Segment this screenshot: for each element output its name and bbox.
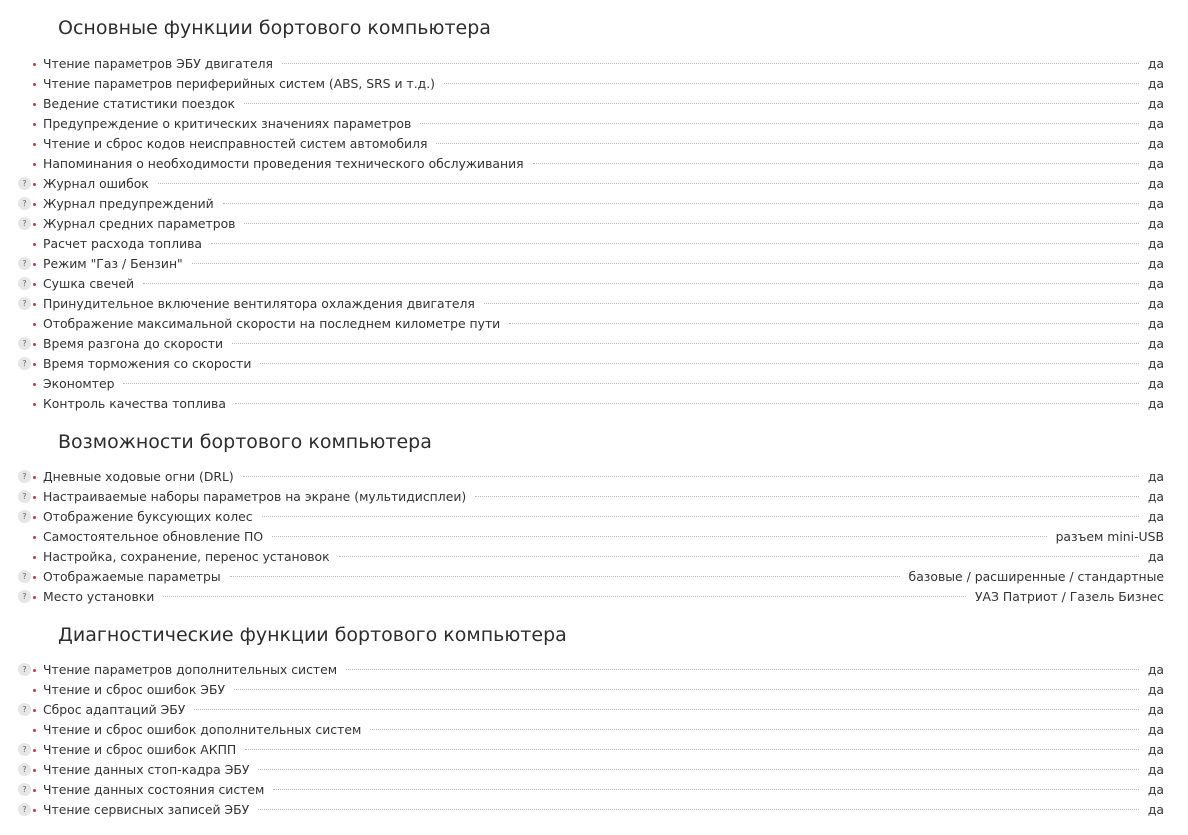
help-question-icon[interactable]: ? bbox=[18, 703, 31, 716]
help-question-icon[interactable]: ? bbox=[18, 590, 31, 603]
feature-row bbox=[0, 374, 1188, 394]
feature-value: да bbox=[1147, 469, 1164, 484]
feature-row-body bbox=[43, 740, 1164, 760]
dotted-leader bbox=[533, 163, 1139, 164]
dotted-leader bbox=[232, 343, 1139, 344]
feature-label: Ведение статистики поездок bbox=[43, 96, 236, 111]
bullet-dot-icon bbox=[33, 596, 36, 599]
feature-value: УАЗ Патриот / Газель Бизнес bbox=[974, 589, 1164, 604]
help-question-icon[interactable]: ? bbox=[18, 510, 31, 523]
dotted-leader bbox=[370, 729, 1139, 730]
help-question-icon[interactable]: ? bbox=[18, 357, 31, 370]
feature-value: да bbox=[1147, 96, 1164, 111]
feature-value: да bbox=[1147, 256, 1164, 271]
dotted-leader bbox=[235, 403, 1139, 404]
feature-label: Настройка, сохранение, перенос установок bbox=[43, 549, 330, 564]
feature-label: Отображаемые параметры bbox=[43, 569, 221, 584]
feature-row bbox=[0, 294, 1188, 314]
diagnostic-functions-list bbox=[0, 660, 1188, 820]
feature-label: Экономтер bbox=[43, 376, 115, 391]
feature-value: да bbox=[1147, 316, 1164, 331]
feature-row-body bbox=[43, 800, 1164, 820]
feature-row-body bbox=[43, 780, 1164, 800]
feature-value: да bbox=[1147, 742, 1164, 757]
feature-row-body bbox=[43, 394, 1164, 414]
dotted-leader bbox=[234, 689, 1139, 690]
feature-label: Время разгона до скорости bbox=[43, 336, 223, 351]
dotted-leader bbox=[509, 323, 1139, 324]
feature-row-body bbox=[43, 74, 1164, 94]
feature-label: Сброс адаптаций ЭБУ bbox=[43, 702, 186, 717]
dotted-leader bbox=[272, 536, 1046, 537]
feature-value: да bbox=[1147, 216, 1164, 231]
feature-value: базовые / расширенные / стандартные bbox=[908, 569, 1164, 584]
feature-row-body bbox=[43, 334, 1164, 354]
bullet-dot-icon bbox=[33, 363, 36, 366]
bullet-dot-icon bbox=[33, 323, 36, 326]
feature-value: да bbox=[1147, 156, 1164, 171]
feature-row-body bbox=[43, 54, 1164, 74]
feature-row-body bbox=[43, 700, 1164, 720]
feature-label: Сушка свечей bbox=[43, 276, 135, 291]
bullet-dot-icon bbox=[33, 83, 36, 86]
feature-row-body bbox=[43, 547, 1164, 567]
feature-label: Принудительное включение вентилятора охлаждения двигателя bbox=[43, 296, 475, 311]
help-question-icon[interactable]: ? bbox=[18, 177, 31, 190]
dotted-leader bbox=[163, 596, 966, 597]
feature-row-body bbox=[43, 720, 1164, 740]
feature-row bbox=[0, 507, 1188, 527]
feature-label: Журнал предупреждений bbox=[43, 196, 214, 211]
feature-value: разъем mini-USB bbox=[1055, 529, 1164, 544]
feature-row bbox=[0, 487, 1188, 507]
feature-label: Чтение и сброс кодов неисправностей систем автомобиля bbox=[43, 136, 428, 151]
feature-row bbox=[0, 760, 1188, 780]
feature-row bbox=[0, 154, 1188, 174]
feature-row-body bbox=[43, 234, 1164, 254]
bullet-dot-icon bbox=[33, 143, 36, 146]
dotted-leader bbox=[273, 789, 1138, 790]
bullet-dot-icon bbox=[33, 103, 36, 106]
feature-value: да bbox=[1147, 396, 1164, 411]
bullet-dot-icon bbox=[33, 536, 36, 539]
feature-row bbox=[0, 334, 1188, 354]
section-title-diagnostic-functions: Диагностические функции бортового компьютера bbox=[58, 624, 567, 646]
feature-row bbox=[0, 467, 1188, 487]
feature-value: да bbox=[1147, 702, 1164, 717]
feature-label: Чтение параметров дополнительных систем bbox=[43, 662, 338, 677]
feature-label: Место установки bbox=[43, 589, 155, 604]
feature-row-body bbox=[43, 114, 1164, 134]
dotted-leader bbox=[158, 183, 1139, 184]
feature-row bbox=[0, 134, 1188, 154]
feature-row bbox=[0, 567, 1188, 587]
dotted-leader bbox=[223, 203, 1139, 204]
feature-label: Контроль качества топлива bbox=[43, 396, 226, 411]
feature-row bbox=[0, 234, 1188, 254]
feature-label: Предупреждение о критических значениях параметров bbox=[43, 116, 412, 131]
feature-row-body bbox=[43, 467, 1164, 487]
main-functions-list bbox=[0, 54, 1188, 414]
dotted-leader bbox=[436, 143, 1138, 144]
feature-label: Чтение параметров ЭБУ двигателя bbox=[43, 56, 273, 71]
feature-row-body bbox=[43, 314, 1164, 334]
dotted-leader bbox=[262, 516, 1139, 517]
feature-row-body bbox=[43, 487, 1164, 507]
bullet-dot-icon bbox=[33, 343, 36, 346]
feature-row bbox=[0, 74, 1188, 94]
dotted-leader bbox=[282, 63, 1139, 64]
feature-row-body bbox=[43, 134, 1164, 154]
feature-label: Отображение максимальной скорости на последнем километре пути bbox=[43, 316, 501, 331]
bullet-dot-icon bbox=[33, 496, 36, 499]
dotted-leader bbox=[444, 83, 1139, 84]
help-question-icon[interactable]: ? bbox=[18, 277, 31, 290]
bullet-dot-icon bbox=[33, 476, 36, 479]
feature-value: да bbox=[1147, 76, 1164, 91]
feature-row bbox=[0, 354, 1188, 374]
feature-row bbox=[0, 274, 1188, 294]
help-question-icon[interactable]: ? bbox=[18, 337, 31, 350]
bullet-dot-icon bbox=[33, 163, 36, 166]
feature-label: Чтение данных состояния систем bbox=[43, 782, 265, 797]
feature-label: Журнал ошибок bbox=[43, 176, 149, 191]
feature-row bbox=[0, 114, 1188, 134]
feature-row-body bbox=[43, 274, 1164, 294]
feature-value: да bbox=[1147, 56, 1164, 71]
feature-row-body bbox=[43, 660, 1164, 680]
feature-value: да bbox=[1147, 196, 1164, 211]
feature-row bbox=[0, 527, 1188, 547]
feature-label: Время торможения со скорости bbox=[43, 356, 252, 371]
feature-label: Настраиваемые наборы параметров на экране (мультидисплеи) bbox=[43, 489, 467, 504]
feature-row-body bbox=[43, 294, 1164, 314]
bullet-dot-icon bbox=[33, 576, 36, 579]
feature-row bbox=[0, 720, 1188, 740]
help-question-icon[interactable]: ? bbox=[18, 197, 31, 210]
help-question-icon[interactable]: ? bbox=[18, 257, 31, 270]
bullet-dot-icon bbox=[33, 689, 36, 692]
help-question-icon[interactable]: ? bbox=[18, 783, 31, 796]
bullet-dot-icon bbox=[33, 556, 36, 559]
dotted-leader bbox=[194, 709, 1138, 710]
feature-row bbox=[0, 194, 1188, 214]
feature-value: да bbox=[1147, 662, 1164, 677]
feature-label: Чтение и сброс ошибок АКПП bbox=[43, 742, 237, 757]
feature-value: да bbox=[1147, 376, 1164, 391]
feature-label: Напоминания о необходимости проведения технического обслуживания bbox=[43, 156, 524, 171]
bullet-dot-icon bbox=[33, 283, 36, 286]
dotted-leader bbox=[420, 123, 1139, 124]
feature-value: да bbox=[1147, 176, 1164, 191]
feature-label: Чтение данных стоп-кадра ЭБУ bbox=[43, 762, 250, 777]
bullet-dot-icon bbox=[33, 223, 36, 226]
feature-value: да bbox=[1147, 276, 1164, 291]
feature-label: Чтение сервисных записей ЭБУ bbox=[43, 802, 250, 817]
feature-value: да bbox=[1147, 489, 1164, 504]
feature-row bbox=[0, 587, 1188, 607]
dotted-leader bbox=[192, 263, 1139, 264]
bullet-dot-icon bbox=[33, 789, 36, 792]
dotted-leader bbox=[346, 669, 1139, 670]
bullet-dot-icon bbox=[33, 769, 36, 772]
feature-row-body bbox=[43, 760, 1164, 780]
feature-value: да bbox=[1147, 549, 1164, 564]
capabilities-list bbox=[0, 467, 1188, 607]
feature-row-body bbox=[43, 567, 1164, 587]
bullet-dot-icon bbox=[33, 203, 36, 206]
dotted-leader bbox=[258, 769, 1138, 770]
bullet-dot-icon bbox=[33, 123, 36, 126]
help-question-icon[interactable]: ? bbox=[18, 570, 31, 583]
bullet-dot-icon bbox=[33, 403, 36, 406]
help-question-icon[interactable]: ? bbox=[18, 803, 31, 816]
feature-label: Расчет расхода топлива bbox=[43, 236, 203, 251]
feature-row bbox=[0, 780, 1188, 800]
feature-row bbox=[0, 800, 1188, 820]
feature-row-body bbox=[43, 214, 1164, 234]
help-question-icon[interactable]: ? bbox=[18, 763, 31, 776]
bullet-dot-icon bbox=[33, 749, 36, 752]
bullet-dot-icon bbox=[33, 809, 36, 812]
feature-row-body bbox=[43, 527, 1164, 547]
feature-row-body bbox=[43, 354, 1164, 374]
feature-row bbox=[0, 394, 1188, 414]
feature-row bbox=[0, 660, 1188, 680]
feature-value: да bbox=[1147, 296, 1164, 311]
dotted-leader bbox=[230, 576, 900, 577]
feature-row bbox=[0, 680, 1188, 700]
feature-label: Чтение и сброс ошибок дополнительных систем bbox=[43, 722, 362, 737]
feature-row-body bbox=[43, 174, 1164, 194]
feature-value: да bbox=[1147, 356, 1164, 371]
feature-value: да bbox=[1147, 722, 1164, 737]
feature-row-body bbox=[43, 507, 1164, 527]
help-question-icon[interactable]: ? bbox=[18, 663, 31, 676]
feature-label: Журнал средних параметров bbox=[43, 216, 236, 231]
feature-row-body bbox=[43, 254, 1164, 274]
dotted-leader bbox=[123, 383, 1138, 384]
dotted-leader bbox=[211, 243, 1139, 244]
bullet-dot-icon bbox=[33, 669, 36, 672]
feature-row-body bbox=[43, 374, 1164, 394]
dotted-leader bbox=[484, 303, 1139, 304]
feature-value: да bbox=[1147, 762, 1164, 777]
bullet-dot-icon bbox=[33, 383, 36, 386]
dotted-leader bbox=[258, 809, 1139, 810]
feature-row bbox=[0, 94, 1188, 114]
dotted-leader bbox=[243, 476, 1139, 477]
dotted-leader bbox=[475, 496, 1139, 497]
bullet-dot-icon bbox=[33, 63, 36, 66]
feature-row-body bbox=[43, 680, 1164, 700]
bullet-dot-icon bbox=[33, 183, 36, 186]
feature-value: да bbox=[1147, 682, 1164, 697]
dotted-leader bbox=[339, 556, 1139, 557]
feature-value: да bbox=[1147, 336, 1164, 351]
feature-row-body bbox=[43, 587, 1164, 607]
feature-value: да bbox=[1147, 236, 1164, 251]
feature-label: Самостоятельное обновление ПО bbox=[43, 529, 264, 544]
help-question-icon[interactable]: ? bbox=[18, 490, 31, 503]
bullet-dot-icon bbox=[33, 709, 36, 712]
feature-label: Режим "Газ / Бензин" bbox=[43, 256, 183, 271]
feature-label: Чтение и сброс ошибок ЭБУ bbox=[43, 682, 226, 697]
feature-row bbox=[0, 254, 1188, 274]
feature-row-body bbox=[43, 94, 1164, 114]
feature-row-body bbox=[43, 194, 1164, 214]
feature-row-body bbox=[43, 154, 1164, 174]
bullet-dot-icon bbox=[33, 243, 36, 246]
help-question-icon[interactable]: ? bbox=[18, 470, 31, 483]
dotted-leader bbox=[245, 749, 1139, 750]
feature-row bbox=[0, 547, 1188, 567]
feature-row bbox=[0, 740, 1188, 760]
bullet-dot-icon bbox=[33, 516, 36, 519]
feature-row bbox=[0, 700, 1188, 720]
bullet-dot-icon bbox=[33, 303, 36, 306]
feature-value: да bbox=[1147, 802, 1164, 817]
feature-row bbox=[0, 314, 1188, 334]
dotted-leader bbox=[244, 223, 1138, 224]
feature-label: Чтение параметров периферийных систем (ABS, SRS и т.д.) bbox=[43, 76, 435, 91]
feature-row bbox=[0, 214, 1188, 234]
feature-value: да bbox=[1147, 136, 1164, 151]
dotted-leader bbox=[143, 283, 1139, 284]
help-question-icon[interactable]: ? bbox=[18, 217, 31, 230]
section-title-main-functions: Основные функции бортового компьютера bbox=[58, 17, 491, 39]
feature-value: да bbox=[1147, 782, 1164, 797]
dotted-leader bbox=[244, 103, 1139, 104]
section-title-capabilities: Возможности бортового компьютера bbox=[58, 431, 432, 453]
feature-label: Отображение буксующих колес bbox=[43, 509, 253, 524]
bullet-dot-icon bbox=[33, 729, 36, 732]
feature-label: Дневные ходовые огни (DRL) bbox=[43, 469, 234, 484]
feature-row bbox=[0, 54, 1188, 74]
feature-value: да bbox=[1147, 116, 1164, 131]
help-question-icon[interactable]: ? bbox=[18, 297, 31, 310]
feature-row bbox=[0, 174, 1188, 194]
help-question-icon[interactable]: ? bbox=[18, 743, 31, 756]
dotted-leader bbox=[260, 363, 1138, 364]
bullet-dot-icon bbox=[33, 263, 36, 266]
feature-value: да bbox=[1147, 509, 1164, 524]
